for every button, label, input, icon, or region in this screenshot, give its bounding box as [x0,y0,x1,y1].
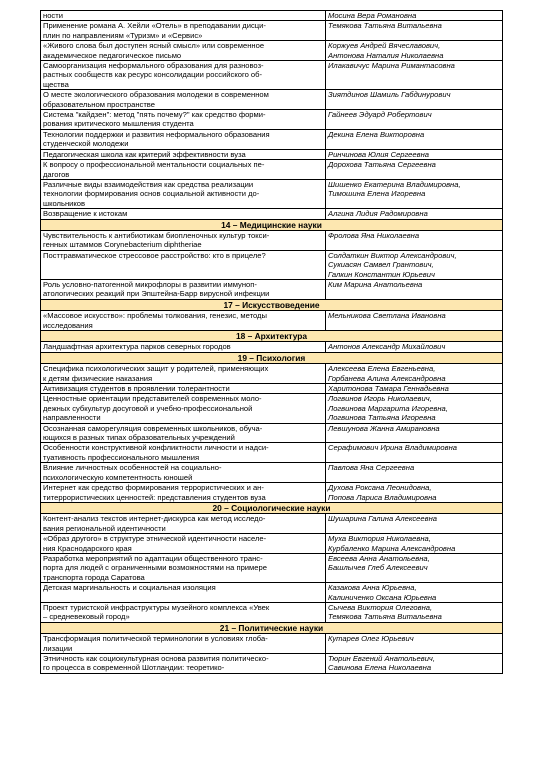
author-cell [326,654,503,674]
topic-line: Посттравматическое стрессовое расстройство: кто в прицеле? [43,250,266,260]
author-name: Логвинова Татьяна Игоревна [328,413,436,423]
section-heading: 14 – Медицинские науки [41,219,503,230]
table-row [41,553,503,582]
topic-line: Чувствительность к антибиотикам биопленочных культур токси- [43,230,270,240]
topic-line: Контент-анализ текстов интернет-дискурса как метод исследо- [43,514,266,524]
author-name: Декина Елена Викторовна [328,129,425,139]
author-cell [326,21,503,41]
author-name: Тимошина Елена Игоревна [328,189,426,199]
topic-cell [41,21,326,41]
table-row [41,110,503,130]
author-name: Левшунова Жанна Амирановна [328,423,440,433]
table-row [41,179,503,208]
topic-cell [41,110,326,130]
author-cell [326,160,503,180]
topic-line: образовательном пространстве [43,99,155,109]
topic-line: Трансформация политической терминологии в условиях глоба- [43,634,268,644]
table-row [41,602,503,622]
table-row [41,311,503,331]
author-name: Фролова Яна Николаевна [328,230,420,240]
author-name: Дорохова Татьяна Сергеевна [328,160,436,170]
topic-line: Разработка мероприятий по адаптации общественного транс- [43,553,263,563]
topic-line: вания региональной идентичности [43,523,166,533]
author-cell [326,394,503,423]
topic-line: ющихся в разных типах образовательных учреждений [43,433,235,443]
author-name: Харитонова Тамара Геннадьевна [328,384,449,394]
table-row [41,90,503,110]
topic-cell [41,61,326,90]
topic-cell [41,149,326,159]
section-row [41,219,503,230]
topic-cell [41,394,326,423]
topic-cell [41,41,326,61]
topic-line: Возвращение к истокам [43,209,128,219]
author-name: Калиниченко Оксана Юрьевна [328,592,437,602]
author-name: Евсеева Анна Анатольевна, [328,553,430,563]
author-cell [326,11,503,21]
author-name: Попова Лариса Владимировна [328,492,437,502]
topic-cell [41,230,326,250]
topic-line: Самоорганизация неформального образования для разновоз- [43,61,264,71]
section-row [41,502,503,513]
table-row [41,230,503,250]
author-name: Тюрин Евгений Анатольевич, [328,654,435,663]
topic-cell [41,463,326,483]
topic-cell [41,11,326,21]
author-name: Логвинова Маргарита Игоревна, [328,403,448,413]
topic-cell [41,423,326,443]
program-table [40,10,503,674]
topic-line: порта для людей с ограниченными возможностями на примере [43,563,267,573]
topic-cell [41,250,326,279]
topic-line: школьников [43,198,86,208]
table-row [41,209,503,219]
topic-cell [41,483,326,503]
author-name: Темякова Татьяна Витальевна [328,21,442,31]
author-cell [326,384,503,394]
table-row [41,583,503,603]
topic-line: К вопросу о профессиональной ментальности социальных пе- [43,160,265,170]
topic-cell [41,179,326,208]
topic-line: растных сообществ как ресурс консолидации российского об- [43,70,263,80]
author-name: Антонов Александр Михайлович [328,342,446,352]
topic-line: академическое педагогическое письмо [43,50,182,60]
topic-cell [41,602,326,622]
section-heading: 19 – Психология [41,352,503,363]
author-name: Савинова Елена Николаевна [328,663,432,673]
topic-cell [41,90,326,110]
table-row [41,129,503,149]
table-row [41,21,503,41]
table-row [41,483,503,503]
author-cell [326,311,503,331]
topic-line: Осознанная саморегуляция современных школьников, обуча- [43,423,263,433]
author-name: Зиятдинов Шамиль Габдинурович [328,90,451,100]
topic-cell [41,443,326,463]
topic-line: рования критического мышления студента [43,119,194,129]
topic-cell [41,129,326,149]
table-row [41,534,503,554]
table-row [41,654,503,674]
author-cell [326,364,503,384]
section-row [41,352,503,363]
author-name: Коржуев Андрей Вячеславович, [328,41,441,51]
table-row [41,423,503,443]
author-cell [326,514,503,534]
author-name: Башлычев Глеб Алексеевич [328,563,428,573]
topic-line: плин по направлениям «Туризм» и «Сервис» [43,30,203,40]
author-cell [326,129,503,149]
author-name: Муха Виктория Николаевна, [328,534,431,544]
program-table-body [41,11,503,674]
table-row [41,342,503,352]
author-name: Алексеева Елена Евгеньевна, [328,364,436,374]
topic-line: исследования [43,320,93,330]
author-name: Ринчинова Юлия Сергеевна [328,149,429,159]
topic-line: Интернет как средство формирования террористических и ан- [43,483,264,493]
author-cell [326,179,503,208]
topic-cell [41,654,326,674]
table-row [41,279,503,299]
author-name: Курбаленко Марина Александровна [328,543,456,553]
topic-line: генных штаммов Corynebacterium diphtheriae [43,240,202,250]
section-heading: 21 – Политические науки [41,622,503,633]
author-name: Мельникова Светлана Ивановна [328,311,446,321]
table-row [41,443,503,463]
topic-line: дагогов [43,169,70,179]
author-name: Серафимович Ирина Владимировна [328,443,458,453]
topic-line: «Живого слова был доступен ясный смысл» или современное [43,41,265,51]
author-name: Сукиасян Самвел Грантович, [328,260,434,270]
topic-line: Ландшафтная архитектура парков северных городов [43,342,231,352]
topic-line: О месте экологического образования молодежи в современном [43,90,269,100]
topic-line: ния Краснодарского края [43,543,132,553]
author-name: Казакова Анна Юрьевна, [328,583,417,593]
author-name: Солдаткин Виктор Александрович, [328,250,457,260]
topic-line: технологии формирования основ социальной активности до- [43,189,260,199]
author-name: Логвинов Игорь Николаевич, [328,394,432,404]
author-cell [326,149,503,159]
topic-line: Детская маргинальность и социальная изоляция [43,583,216,593]
author-name: Сычева Виктория Олеговна, [328,602,433,612]
author-name: Шушарина Галина Алексеевна [328,514,437,524]
topic-cell [41,384,326,394]
topic-cell [41,279,326,299]
topic-line: направленности [43,413,101,423]
topic-line: Педагогическая школа как критерий эффективности вуза [43,149,246,159]
table-row [41,394,503,423]
topic-cell [41,160,326,180]
table-row [41,384,503,394]
table-row [41,463,503,483]
author-cell [326,443,503,463]
topic-line: Роль условно-патогенной микрофлоры в развитии иммуноп- [43,279,257,289]
topic-cell [41,553,326,582]
author-name: Антонова Наталия Николаевна [328,50,444,60]
table-row [41,364,503,384]
topic-line: Активизация студентов в проявлении толерантности [43,384,230,394]
table-row [41,41,503,61]
author-cell [326,553,503,582]
author-cell [326,634,503,654]
author-cell [326,209,503,219]
topic-line: психологическую компетентность юношей [43,472,193,482]
author-name: Темякова Татьяна Витальевна [328,612,442,622]
topic-cell [41,342,326,352]
topic-cell [41,514,326,534]
topic-line: «Массовое искусство»: проблемы толкования, генезис, методы [43,311,267,321]
table-row [41,634,503,654]
table-row [41,11,503,21]
author-cell [326,279,503,299]
topic-cell [41,209,326,219]
topic-line: к детям физические наказания [43,373,153,383]
topic-line: титеррористических ценностей: представления студентов вуза [43,492,266,502]
topic-line: Ценностные ориентации представителей современных моло- [43,394,262,404]
program-document [40,10,503,674]
author-name: Алгина Лидия Радомировна [328,209,428,219]
topic-line: Проект туристской инфраструктуры музейного комплекса «Увек [43,602,270,612]
author-cell [326,602,503,622]
author-name: Ким Марина Анатольевна [328,279,423,289]
topic-cell [41,583,326,603]
topic-line: щества [43,79,69,89]
topic-cell [41,634,326,654]
topic-line: Технологии поддержки и развития неформального образования [43,129,270,139]
topic-line: ности [43,11,63,20]
topic-line: – средневековый город» [43,612,130,622]
author-cell [326,534,503,554]
author-cell [326,483,503,503]
author-name: Шишенко Екатерина Владимировна, [328,179,461,189]
author-name: Горбанева Алина Александровна [328,373,446,383]
topic-line: студенческой молодежи [43,139,129,149]
table-row [41,149,503,159]
section-heading: 18 – Архитектура [41,331,503,342]
topic-cell [41,364,326,384]
topic-line: Специфика психологических защит у родителей, применяющих [43,364,269,374]
topic-cell [41,311,326,331]
author-cell [326,90,503,110]
author-name: Кутарев Олег Юрьевич [328,634,414,644]
topic-line: го процесса в современной Шотландии: теоретико- [43,663,225,673]
author-name: Павлова Яна Сергеевна [328,463,415,473]
section-row [41,331,503,342]
author-cell [326,423,503,443]
topic-line: Особенности конструктивной конфликтности личности и надси- [43,443,269,453]
author-cell [326,342,503,352]
author-name: Илакавичус Марина Римантасовна [328,61,455,71]
topic-line: «Образ другого» в структуре этнической идентичности населе- [43,534,267,544]
section-heading: 20 – Социологические науки [41,502,503,513]
section-heading: 17 – Искусствоведение [41,299,503,310]
topic-line: Влияние личностных особенностей на социально- [43,463,222,473]
author-cell [326,583,503,603]
author-name: Мосина Вера Романовна [328,11,417,20]
topic-line: Система "кайдзен": метод "пять почему?" как средство форми- [43,110,266,120]
topic-line: Применение романа А. Хейли «Отель» в преподавании дисци- [43,21,266,31]
topic-line: Этничность как социокультурная основа развития политическо- [43,654,269,663]
table-row [41,250,503,279]
table-row [41,160,503,180]
topic-line: атологических реакций при Эпштейна-Барр вирусной инфекции [43,289,270,299]
table-row [41,514,503,534]
author-cell [326,41,503,61]
author-cell [326,230,503,250]
topic-line: лизации [43,643,73,653]
table-row [41,61,503,90]
author-cell [326,110,503,130]
topic-cell [41,534,326,554]
author-cell [326,463,503,483]
topic-line: туативность профессионального мышления [43,452,200,462]
section-row [41,299,503,310]
author-name: Гайнеев Эдуард Робертович [328,110,432,120]
topic-line: дежных субкультур досуговой и учебно-профессиональной [43,403,253,413]
author-name: Духова Роксана Леонидовна, [328,483,432,493]
section-row [41,622,503,633]
topic-line: транспорта города Саратова [43,572,145,582]
topic-line: Различные виды взаимодействия как средства реализации [43,179,254,189]
author-name: Галкин Константин Юрьевич [328,269,435,279]
author-cell [326,250,503,279]
author-cell [326,61,503,90]
